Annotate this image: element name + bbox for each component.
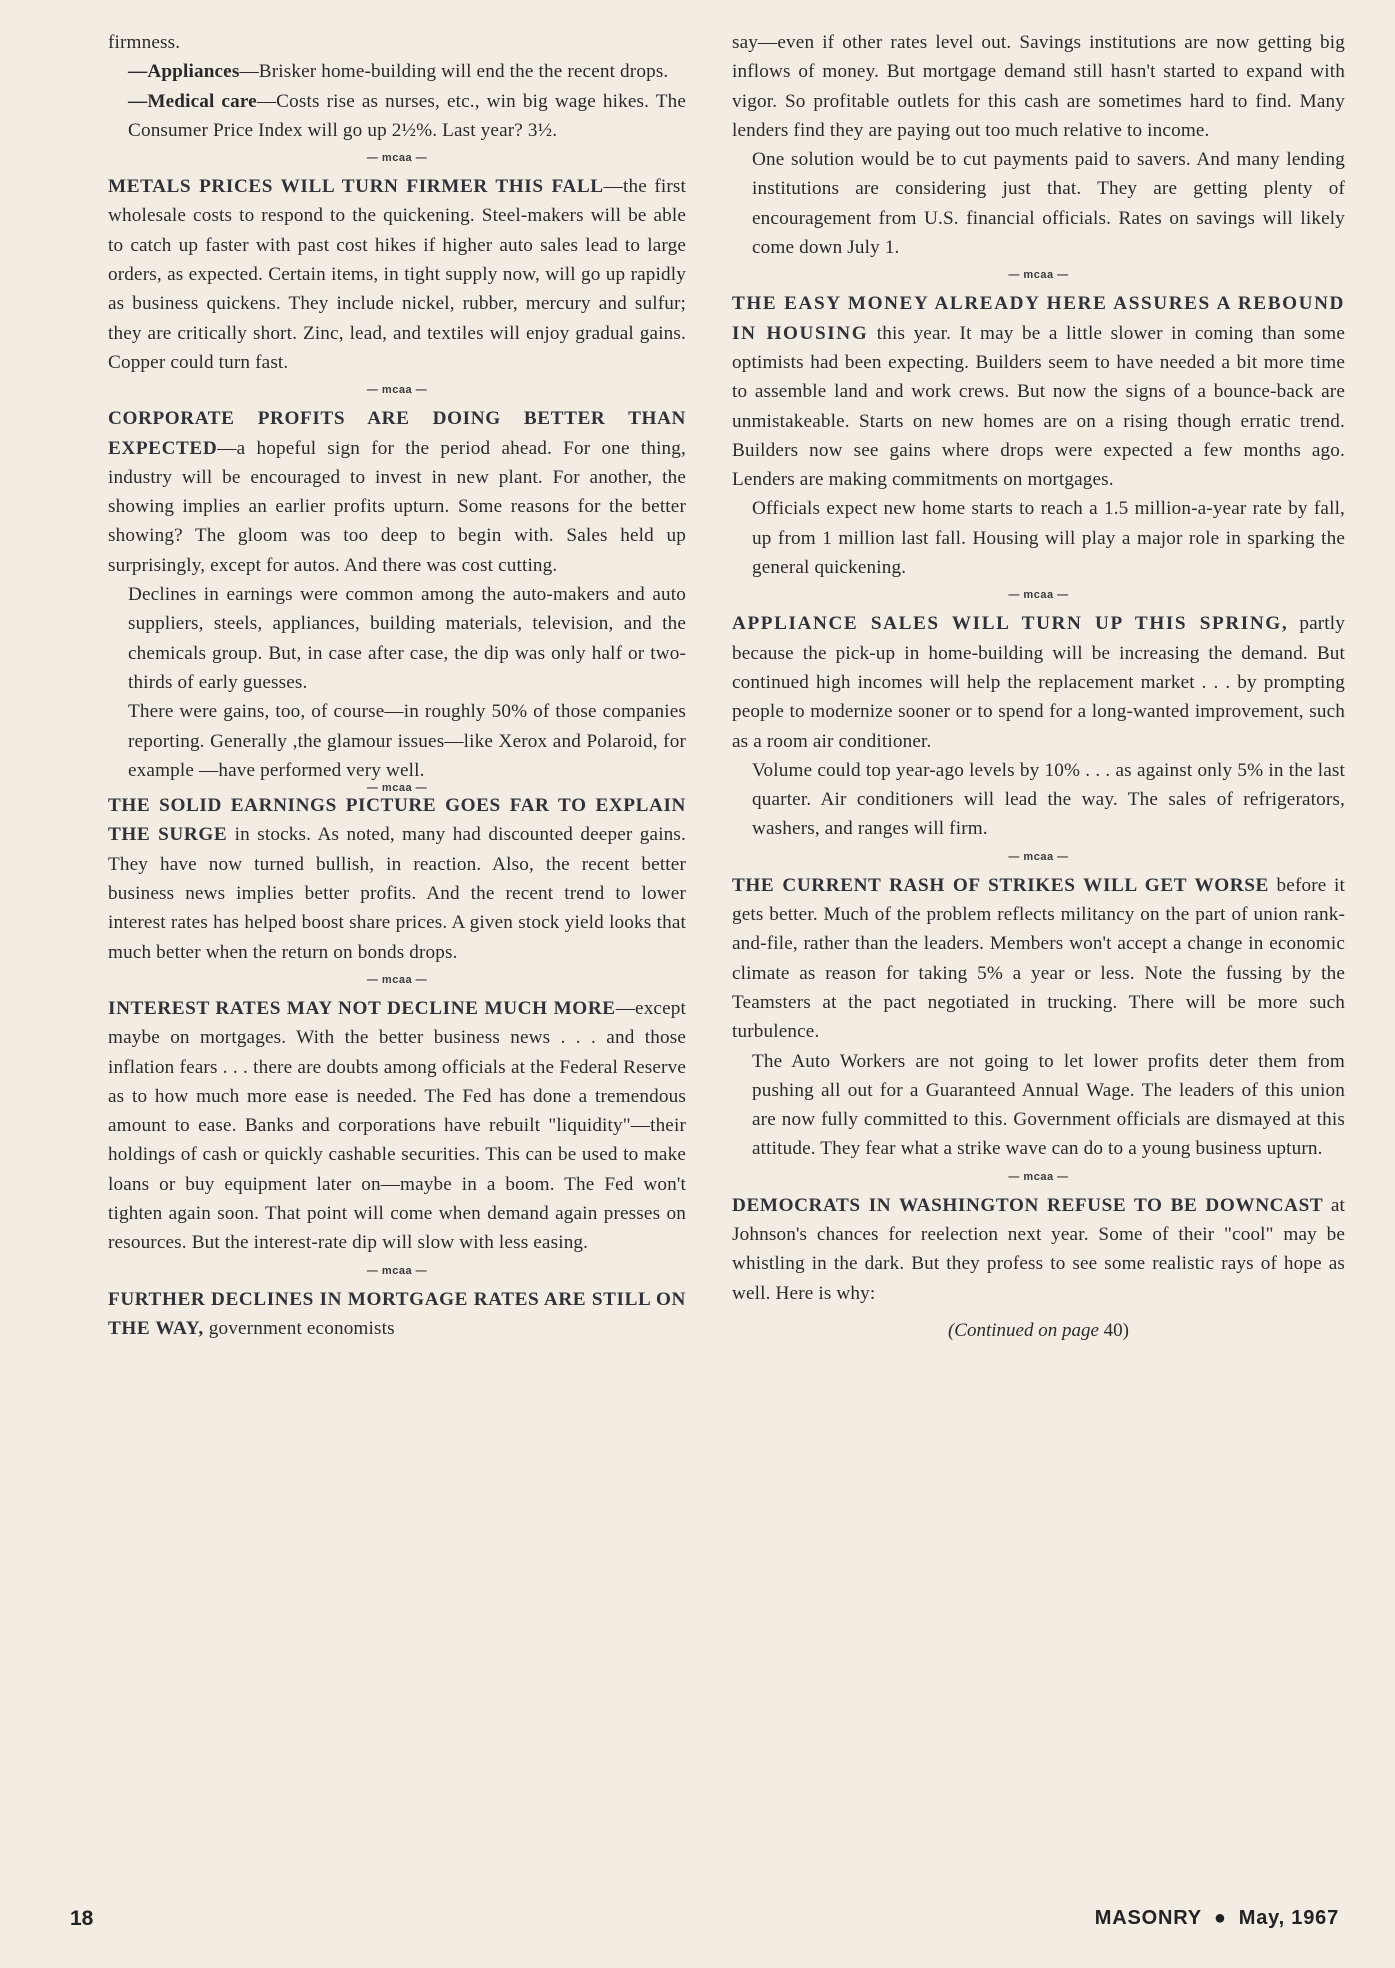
mortgage-rates-paragraph: FURTHER DECLINES IN MORTGAGE RATES ARE STILL ON THE WAY, government economists	[108, 1288, 686, 1339]
continued-note: (Continued on page 40)	[947, 1319, 1129, 1341]
appliances-item: —Appliances—Brisker home-building will end the the recent drops.	[128, 61, 669, 83]
democrats-paragraph: DEMOCRATS IN WASHINGTON REFUSE TO BE DOWNCAST at Johnson's chances for reelection next year. Some of their "cool" may be whistling in the dark. But they profess to see some realistic rays of hope as well. Here is why:	[732, 1194, 1345, 1304]
earnings-gains-paragraph: There were gains, too, of course—in roughly 50% of those companies reporting. Generally ,the glamour issues—like Xerox and Polaroid, for example —have performed very well.	[128, 701, 686, 781]
appliance-sales-paragraph: APPLIANCE SALES WILL TURN UP THIS SPRING, partly because the pick-up in home-building will be increasing the demand. But continued high incomes will help the replacement market . . . by prompting people to modernize sooner or to spend for a long-wanted improvement, such as a room air conditioner.	[732, 613, 1345, 752]
corporate-profits-paragraph: CORPORATE PROFITS ARE DOING BETTER THAN EXPECTED—a hopeful sign for the period ahead. For one thing, industry will be encouraged to invest in new plant. For another, the showing implies an earlier profits upturn. Some reasons for the better showing? The gloom was too deep to begin with. Sales held up surprisingly, except for autos. And there was cost cutting.	[108, 408, 686, 576]
metals-prices-paragraph: METALS PRICES WILL TURN FIRMER THIS FALL—the first wholesale costs to respond to the quickening. Steel-makers will be able to catch up faster with past cost hikes if higher auto sales lead to large orders, as expected. Certain items, in tight supply now, will go up rapidly as business quickens. They include nickel, rubber, mercury and sulfur; they are critically short. Zinc, lead, and textiles will enjoy gradual gains. Copper could turn fast.	[108, 176, 686, 373]
appliances-label: —Appliances	[128, 61, 240, 83]
section-heading: THE SOLID EARNINGS PICTURE GOES FAR TO EXPLAIN THE SURGE	[108, 795, 686, 846]
mortgage-rates-continued-paragraph: say—even if other rates level out. Savings institutions are now getting big inflows of money. But mortgage demand still hasn't started to expand with vigor. So profitable outlets for this cash are sometimes hard to find. Many lenders find they are paying out too much relative to income.	[732, 32, 1345, 141]
appliance-volume-paragraph: Volume could top year-ago levels by 10% . . . as against only 5% in the last quarter. Air conditioners will lead the way. The sales of refrigerators, washers, and ranges will firm.	[752, 759, 1345, 840]
earnings-declines-paragraph: Declines in earnings were common among the auto-makers and auto suppliers, steels, appliances, building materials, television, and the chemicals group. But, in case after case, the dip was only half or two-thirds of early guesses.	[128, 584, 686, 693]
section-separator: — mcaa —	[366, 384, 428, 397]
section-separator: — mcaa —	[1008, 589, 1069, 602]
interest-rates-paragraph: INTEREST RATES MAY NOT DECLINE MUCH MORE—except maybe on mortgages. With the better business news . . . and those inflation fears . . . there are doubts among officials at the Federal Reserve as to how much more ease is needed. The Fed has done a tremendous amount to ease. Banks and corporations have rebuilt "liquidity"—their holdings of cash or quickly cashable securities. This can be used to make loans or buy equipment later on—maybe in a boom. The Fed won't tighten again soon. That point will come when demand again presses on resources. But the interest-rate dip will slow with less easing.	[108, 997, 686, 1254]
section-heading: METALS PRICES WILL TURN FIRMER THIS FALL	[108, 176, 604, 198]
bullet-icon: ●	[1213, 1907, 1227, 1929]
section-separator: — mcaa —	[366, 1264, 428, 1277]
intro-paragraph: firmness.	[108, 32, 181, 53]
strikes-paragraph: THE CURRENT RASH OF STRIKES WILL GET WORSE before it gets better. Much of the problem reflects militancy on the part of union rank-and-file, rather than the leaders. Members won't accept a change in economic climate as reason for taking 5% a year or less. Note the fussing by the Teamsters at the pact negotiated in trucking. There will be more such turbulence.	[732, 874, 1345, 1043]
section-heading: APPLIANCE SALES WILL TURN UP THIS SPRING,	[732, 613, 1289, 635]
continued-page-link[interactable]: 40)	[1103, 1319, 1129, 1341]
right-column	[732, 28, 1345, 1345]
section-separator: — mcaa —	[366, 782, 428, 795]
section-heading: INTEREST RATES MAY NOT DECLINE MUCH MORE	[108, 997, 616, 1019]
section-separator: — mcaa —	[1008, 269, 1069, 282]
section-heading: THE CURRENT RASH OF STRIKES WILL GET WORSE	[732, 874, 1269, 896]
section-separator: — mcaa —	[366, 973, 428, 986]
section-heading: FURTHER DECLINES IN MORTGAGE RATES ARE STILL ON THE WAY,	[108, 1288, 686, 1339]
section-heading: CORPORATE PROFITS ARE DOING BETTER THAN EXPECTED	[108, 408, 686, 459]
housing-rebound-paragraph: THE EASY MONEY ALREADY HERE ASSURES A REBOUND IN HOUSING this year. It may be a little slower in coming than some optimists had been expecting. Builders seem to have needed a bit more time to assemble land and work crews. But now the signs of a bounce-back are unmistakeable. Starts on new homes are on a rising though erratic trend. Builders now see gains where drops were expected a few months ago. Lenders are making commitments on mortgages.	[732, 293, 1345, 491]
page-number: 18	[70, 1907, 94, 1930]
publication-footer	[1095, 1907, 1339, 1930]
section-separator: — mcaa —	[1008, 1170, 1069, 1183]
left-column	[108, 28, 686, 1343]
issue-date: May, 1967	[1238, 1907, 1339, 1929]
earnings-picture-paragraph: THE SOLID EARNINGS PICTURE GOES FAR TO EXPLAIN THE SURGE in stocks. As noted, many had discounted deeper gains. They have now turned bullish, in reaction. Also, the recent better business news implies better profits. And the recent trend to lower interest rates has helped boost share prices. A given stock yield looks that much better when the return on bonds drops.	[108, 795, 686, 963]
medical-care-item: —Medical care—Costs rise as nurses, etc., win big wage hikes. The Consumer Price Index will go up 2½%. Last year? 3½.	[128, 90, 686, 141]
section-heading: THE EASY MONEY ALREADY HERE ASSURES A REBOUND IN HOUSING	[732, 293, 1345, 344]
auto-workers-paragraph: The Auto Workers are not going to let lower profits deter them from pushing all out for a Guaranteed Annual Wage. The leaders of this union are now fully committed to this. Government officials are dismayed at this attitude. They fear what a strike wave can do to a young business upturn.	[752, 1050, 1345, 1160]
section-separator: — mcaa —	[1008, 850, 1069, 863]
medical-care-label: —Medical care	[128, 90, 257, 112]
publication-name: MASONRY	[1094, 1907, 1202, 1929]
home-starts-paragraph: Officials expect new home starts to reach a 1.5 million-a-year rate by fall, up from 1 million last fall. Housing will play a major role in sparking the general quickening.	[752, 498, 1345, 579]
section-heading: DEMOCRATS IN WASHINGTON REFUSE TO BE DOWNCAST	[732, 1194, 1324, 1216]
savers-solution-paragraph: One solution would be to cut payments paid to savers. And many lending institutions are considering just that. They are getting plenty of encouragement from U.S. financial officials. Rates on savings will likely come down July 1.	[752, 149, 1345, 259]
section-separator: — mcaa —	[366, 152, 428, 165]
